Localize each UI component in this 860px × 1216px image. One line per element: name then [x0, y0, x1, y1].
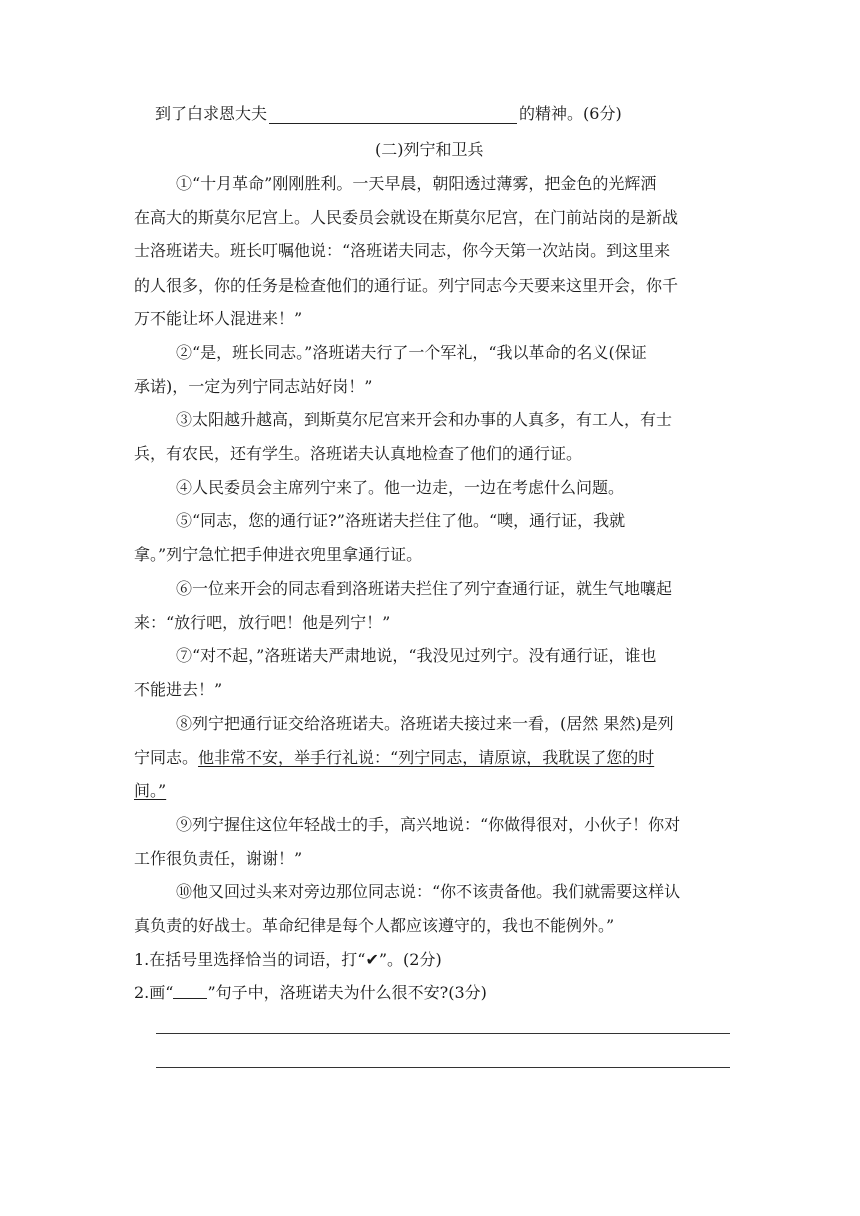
- paragraph-5-line-1: ⑤“同志，您的通行证?”洛班诺夫拦住了他。“噢，通行证，我就: [176, 511, 626, 530]
- paragraph-2-line-1: ②“是，班长同志。”洛班诺夫行了一个军礼，“我以革命的名义(保证: [176, 343, 647, 362]
- paragraph-1-line-1: ①“十月革命”刚刚胜利。一天早晨，朝阳透过薄雾，把金色的光辉洒: [176, 174, 657, 193]
- paragraph-3-line-1: ③太阳越升越高，到斯莫尔尼宫来开会和办事的人真多，有工人，有士: [176, 410, 673, 429]
- paragraph-4-line-1: ④人民委员会主席列宁来了。他一边走，一边在考虑什么问题。: [176, 478, 625, 497]
- paragraph-5-line-2: 拿。”列宁急忙把手伸进衣兜里拿通行证。: [134, 545, 423, 564]
- paragraph-9-line-2: 工作很负责任，谢谢！”: [134, 849, 303, 868]
- intro-text-before: 到了白求恩大夫: [155, 104, 268, 123]
- intro-line: [155, 104, 622, 124]
- underline-mark-blank: [173, 988, 207, 999]
- paragraph-8-line-1: ⑧列宁把通行证交给洛班诺夫。洛班诺夫接过来一看，(居然 果然)是列: [176, 714, 674, 733]
- paragraph-3-line-2: 兵，有农民，还有学生。洛班诺夫认真地检查了他们的通行证。: [134, 444, 583, 463]
- paragraph-1-line-3: 士洛班诺夫。班长叮嘱他说：“洛班诺夫同志，你今天第一次站岗。到这里来: [134, 241, 671, 260]
- paragraph-7-line-1: ⑦“对不起，”洛班诺夫严肃地说，“我没见过列宁。没有通行证，谁也: [176, 646, 657, 665]
- intro-text-after: 的精神。(6分): [519, 104, 622, 123]
- answer-line-2[interactable]: [156, 1067, 730, 1068]
- paragraph-7-line-2: 不能进去！”: [134, 680, 223, 699]
- answer-line-1[interactable]: [156, 1033, 730, 1034]
- paragraph-10-line-2: 真负责的好战士。革命纪律是每个人都应该遵守的，我也不能例外。”: [134, 916, 615, 935]
- paragraph-10-line-1: ⑩他又回过头来对旁边那位同志说：“你不该责备他。我们就需要这样认: [176, 882, 681, 901]
- paragraph-9-line-1: ⑨列宁握住这位年轻战士的手，高兴地说：“你做得很对，小伙子！你对: [176, 815, 681, 834]
- paragraph-8-plain-text: 宁同志。: [134, 748, 199, 767]
- answer-blank[interactable]: [269, 105, 517, 124]
- paragraph-1-line-4: 的人很多，你的任务是检查他们的通行证。列宁同志今天要来这里开会，你千: [134, 276, 679, 295]
- underlined-sentence-part-2: 间。”: [134, 781, 167, 800]
- underlined-sentence-part-1: 他非常不安，举手行礼说：“列宁同志，请原谅，我耽误了您的时: [198, 748, 655, 767]
- question-2-text-after: ”句子中，洛班诺夫为什么很不安?(3分): [207, 983, 487, 1002]
- paragraph-1-line-2: 在高大的斯莫尔尼宫上。人民委员会就设在斯莫尔尼宫，在门前站岗的是新战: [134, 208, 679, 227]
- section-title: (二)列宁和卫兵: [375, 140, 484, 159]
- question-2: [134, 983, 487, 1003]
- question-2-text-before: 2.画“: [134, 983, 174, 1002]
- paragraph-2-line-2: 承诺)，一定为列宁同志站好岗！”: [134, 377, 373, 396]
- question-1: 1.在括号里选择恰当的词语，打“✔”。(2分): [134, 950, 442, 969]
- paragraph-6-line-2: 来：“放行吧，放行吧！他是列宁！”: [134, 613, 391, 632]
- paragraph-1-line-5: 万不能让坏人混进来！”: [134, 309, 303, 328]
- paragraph-6-line-1: ⑥一位来开会的同志看到洛班诺夫拦住了列宁查通行证，就生气地嚷起: [176, 579, 673, 598]
- paragraph-8-line-3: [134, 781, 166, 801]
- paragraph-8-line-2: [134, 748, 654, 768]
